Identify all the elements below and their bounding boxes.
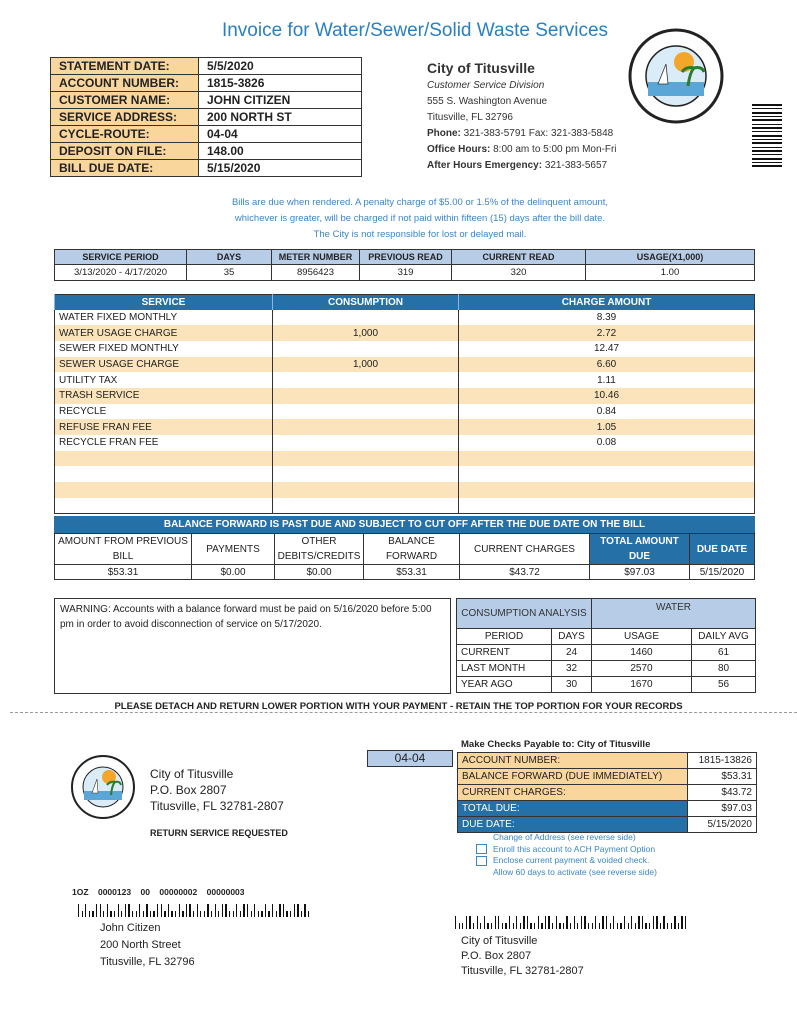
table-cell: 2570 xyxy=(592,661,692,677)
charge-consumption xyxy=(273,451,459,467)
charges-table xyxy=(54,294,755,514)
remit-box: P.O. Box 2807 xyxy=(150,783,227,797)
table-row xyxy=(55,565,755,580)
table-cell: 35 xyxy=(187,265,272,281)
table-cell: $53.31 xyxy=(364,565,460,580)
charge-row xyxy=(55,498,755,514)
col-header: USAGE(X1,000) xyxy=(586,250,755,265)
invoice-title: Invoice for Water/Sewer/Solid Waste Services xyxy=(221,20,609,41)
city-addr-box: P.O. Box 2807 xyxy=(461,950,532,962)
charge-service: UTILITY TAX xyxy=(55,372,273,388)
charge-amount: 0.08 xyxy=(459,435,755,451)
option-label: Enclose current payment & voided check. xyxy=(493,855,650,865)
col-header: CURRENT READ xyxy=(452,250,586,265)
customer-name: John Citizen xyxy=(100,922,161,934)
option-label: Allow 60 days to activate (see reverse side) xyxy=(493,866,657,877)
charge-service xyxy=(55,451,273,467)
charge-consumption xyxy=(273,419,459,435)
account-label: DEPOSIT ON FILE: xyxy=(51,143,199,160)
col-header: AMOUNT FROM PREVIOUS BILL xyxy=(55,534,192,565)
col-header: DAYS xyxy=(187,250,272,265)
account-value: 200 NORTH ST xyxy=(199,109,362,126)
enclose-checkbox[interactable] xyxy=(476,856,487,866)
notice-line: The City is not responsible for lost or delayed mail. xyxy=(313,229,527,240)
option-label: Enroll this account to ACH Payment Option xyxy=(493,843,656,854)
charge-consumption: 1,000 xyxy=(273,325,459,341)
stub-row xyxy=(458,753,757,769)
account-row xyxy=(51,160,362,177)
charge-consumption: 1,000 xyxy=(273,357,459,373)
charge-amount: 0.84 xyxy=(459,404,755,420)
table-cell: 319 xyxy=(360,265,452,281)
account-info-table xyxy=(50,57,362,177)
city-division: Customer Service Division xyxy=(427,80,545,91)
account-label: STATEMENT DATE: xyxy=(51,58,199,75)
table-cell: 80 xyxy=(692,661,756,677)
col-header: CHARGE AMOUNT xyxy=(459,295,755,310)
table-cell: 56 xyxy=(692,677,756,693)
customer-citystate: Titusville, FL 32796 xyxy=(100,956,195,968)
remit-address xyxy=(150,766,284,814)
account-label: ACCOUNT NUMBER: xyxy=(51,75,199,92)
charge-amount: 12.47 xyxy=(459,341,755,357)
city-street: 555 S. Washington Avenue xyxy=(427,96,548,107)
hours-value: 8:00 am to 5:00 pm Mon-Fri xyxy=(493,144,617,155)
table-cell: 24 xyxy=(552,645,592,661)
table-cell: 1.00 xyxy=(586,265,755,281)
stub-label: BALANCE FORWARD (DUE IMMEDIATELY) xyxy=(458,769,688,785)
account-label: SERVICE ADDRESS: xyxy=(51,109,199,126)
charge-row xyxy=(55,419,755,435)
charge-amount: 2.72 xyxy=(459,325,755,341)
charge-consumption xyxy=(273,310,459,326)
col-header: PERIOD xyxy=(457,629,552,645)
charge-service: RECYCLE xyxy=(55,404,273,420)
city-citystate: Titusville, FL 32796 xyxy=(427,112,513,123)
city-seal-logo-small xyxy=(70,751,136,823)
table-cell: 320 xyxy=(452,265,586,281)
payment-options xyxy=(476,832,657,878)
col-header: DUE DATE xyxy=(690,534,755,565)
charge-amount: 1.05 xyxy=(459,419,755,435)
table-cell: 3/13/2020 - 4/17/2020 xyxy=(55,265,187,281)
account-value: 148.00 xyxy=(199,143,362,160)
table-row xyxy=(457,677,756,693)
table-cell: 1460 xyxy=(592,645,692,661)
stub-label: CURRENT CHARGES: xyxy=(458,785,688,801)
cycle-route-box: 04-04 xyxy=(367,750,453,767)
col-header: BALANCE FORWARD xyxy=(364,534,460,565)
account-label: CUSTOMER NAME: xyxy=(51,92,199,109)
table-row xyxy=(457,661,756,677)
col-header: DAYS xyxy=(552,629,592,645)
charge-row xyxy=(55,451,755,467)
stub-value: 5/15/2020 xyxy=(688,817,757,833)
charge-consumption xyxy=(273,498,459,514)
water-header: WATER xyxy=(592,599,756,629)
stub-row xyxy=(458,817,757,833)
consumption-title: CONSUMPTION ANALYSIS xyxy=(457,599,592,629)
charge-service: RECYCLE FRAN FEE xyxy=(55,435,273,451)
charge-row xyxy=(55,310,755,326)
account-row xyxy=(51,126,362,143)
account-label: BILL DUE DATE: xyxy=(51,160,199,177)
charge-amount: 10.46 xyxy=(459,388,755,404)
charge-service: SEWER USAGE CHARGE xyxy=(55,357,273,373)
table-cell: 32 xyxy=(552,661,592,677)
charge-amount: 1.11 xyxy=(459,372,755,388)
col-header: PAYMENTS xyxy=(192,534,275,565)
emergency-label: After Hours Emergency: xyxy=(427,160,543,171)
charge-service xyxy=(55,482,273,498)
city-name: City of Titusville xyxy=(427,60,535,76)
past-due-banner: BALANCE FORWARD IS PAST DUE AND SUBJECT TO CUT OFF AFTER THE DUE DATE ON THE BILL xyxy=(54,516,755,533)
stub-value: $43.72 xyxy=(688,785,757,801)
col-header: SERVICE xyxy=(55,295,273,310)
table-cell: 8956423 xyxy=(272,265,360,281)
charge-amount: 6.60 xyxy=(459,357,755,373)
table-cell: $53.31 xyxy=(55,565,192,580)
notice-line: Bills are due when rendered. A penalty charge of $5.00 or 1.5% of the delinquent amount, xyxy=(231,197,609,208)
disconnection-warning: WARNING: Accounts with a balance forward must be paid on 5/16/2020 before 5:00 pm in order to avoid disconnection of service on 5/17/2020. xyxy=(54,598,451,694)
account-row xyxy=(51,92,362,109)
table-cell: LAST MONTH xyxy=(457,661,552,677)
account-value: JOHN CITIZEN xyxy=(199,92,362,109)
account-value: 04-04 xyxy=(199,126,362,143)
charge-consumption xyxy=(273,341,459,357)
payable-to: Make Checks Payable to: City of Titusville xyxy=(461,739,651,750)
charge-amount: 8.39 xyxy=(459,310,755,326)
col-header: CURRENT CHARGES xyxy=(460,534,590,565)
charge-row xyxy=(55,388,755,404)
phone-label: Phone: xyxy=(427,128,461,139)
emergency-value: 321-383-5657 xyxy=(544,160,608,171)
charge-row xyxy=(55,325,755,341)
table-cell: $43.72 xyxy=(460,565,590,580)
table-row xyxy=(457,645,756,661)
detach-instructions: PLEASE DETACH AND RETURN LOWER PORTION WITH YOUR PAYMENT - RETAIN THE TOP PORTION FOR YOUR RECORDS xyxy=(114,701,683,712)
city-emergency xyxy=(427,158,617,174)
table-cell: $97.03 xyxy=(590,565,690,580)
postal-barcode-customer xyxy=(78,904,312,917)
charge-row xyxy=(55,404,755,420)
stub-value: 1815-13826 xyxy=(688,753,757,769)
city-addr-citystate: Titusville, FL 32781-2807 xyxy=(461,965,584,977)
account-value: 5/5/2020 xyxy=(199,58,362,75)
col-header: METER NUMBER xyxy=(272,250,360,265)
col-header: TOTAL AMOUNT DUE xyxy=(590,534,690,565)
notice-line: whichever is greater, will be charged if not paid within fifteen (15) days after the bill date. xyxy=(234,213,606,224)
col-header: PREVIOUS READ xyxy=(360,250,452,265)
charge-service xyxy=(55,466,273,482)
city-seal-logo xyxy=(622,28,730,124)
city-contact-block xyxy=(427,60,617,174)
table-cell: $0.00 xyxy=(275,565,364,580)
charge-consumption xyxy=(273,404,459,420)
charge-service: WATER USAGE CHARGE xyxy=(55,325,273,341)
account-value: 5/15/2020 xyxy=(199,160,362,177)
col-header: OTHER DEBITS/CREDITS xyxy=(275,534,364,565)
charge-service: WATER FIXED MONTHLY xyxy=(55,310,273,326)
payment-notice xyxy=(120,195,720,243)
postal-barcode-city xyxy=(455,916,689,929)
table-cell: 1670 xyxy=(592,677,692,693)
col-header: DAILY AVG xyxy=(692,629,756,645)
stub-label: ACCOUNT NUMBER: xyxy=(458,753,688,769)
remit-name: City of Titusville xyxy=(150,767,234,781)
consumption-analysis-table xyxy=(456,598,756,693)
charge-service: REFUSE FRAN FEE xyxy=(55,419,273,435)
city-addr-name: City of Titusville xyxy=(461,935,538,947)
charge-consumption xyxy=(273,372,459,388)
charge-amount xyxy=(459,451,755,467)
hours-label: Office Hours: xyxy=(427,144,491,155)
charge-consumption xyxy=(273,388,459,404)
stub-row xyxy=(458,785,757,801)
city-phone xyxy=(427,126,617,142)
charge-row xyxy=(55,372,755,388)
col-header: SERVICE PERIOD xyxy=(55,250,187,265)
charge-consumption xyxy=(273,435,459,451)
customer-mailing-address xyxy=(100,920,195,971)
charge-row xyxy=(55,466,755,482)
table-cell: 30 xyxy=(552,677,592,693)
col-header: CONSUMPTION xyxy=(273,295,459,310)
stub-label: DUE DATE: xyxy=(458,817,688,833)
stub-row xyxy=(458,801,757,817)
side-barcode xyxy=(752,104,782,169)
charge-row xyxy=(55,435,755,451)
stub-value: $97.03 xyxy=(688,801,757,817)
ach-checkbox[interactable] xyxy=(476,844,487,854)
account-row xyxy=(51,58,362,75)
charge-service: SEWER FIXED MONTHLY xyxy=(55,341,273,357)
charge-amount xyxy=(459,482,755,498)
table-cell: $0.00 xyxy=(192,565,275,580)
charge-row xyxy=(55,341,755,357)
account-row xyxy=(51,143,362,160)
charge-amount xyxy=(459,466,755,482)
remit-citystate: Titusville, FL 32781-2807 xyxy=(150,799,284,813)
account-row xyxy=(51,75,362,92)
return-service-requested: RETURN SERVICE REQUESTED xyxy=(150,828,288,838)
charge-row xyxy=(55,357,755,373)
charge-consumption xyxy=(273,482,459,498)
charge-row xyxy=(55,482,755,498)
account-value: 1815-3826 xyxy=(199,75,362,92)
table-cell: CURRENT xyxy=(457,645,552,661)
phone-value: 321-383-5791 Fax: 321-383-5848 xyxy=(463,128,614,139)
city-hours xyxy=(427,142,617,158)
account-row xyxy=(51,109,362,126)
table-cell: 61 xyxy=(692,645,756,661)
stub-value: $53.31 xyxy=(688,769,757,785)
stub-label: TOTAL DUE: xyxy=(458,801,688,817)
charge-service: TRASH SERVICE xyxy=(55,388,273,404)
service-period-table xyxy=(54,249,755,281)
charge-service xyxy=(55,498,273,514)
col-header: USAGE xyxy=(592,629,692,645)
charge-consumption xyxy=(273,466,459,482)
customer-street: 200 North Street xyxy=(100,939,181,951)
table-cell: 5/15/2020 xyxy=(690,565,755,580)
balance-summary-table xyxy=(54,533,755,580)
charge-amount xyxy=(459,498,755,514)
tear-line xyxy=(10,712,797,713)
city-mailing-address xyxy=(461,934,584,979)
table-cell: YEAR AGO xyxy=(457,677,552,693)
table-row xyxy=(55,265,755,281)
payment-stub-table xyxy=(457,752,757,833)
option-label: Change of Address (see reverse side) xyxy=(493,832,636,842)
stub-row xyxy=(458,769,757,785)
mail-code: 1OZ 0000123 00 00000002 00000003 xyxy=(72,887,245,897)
account-label: CYCLE-ROUTE: xyxy=(51,126,199,143)
